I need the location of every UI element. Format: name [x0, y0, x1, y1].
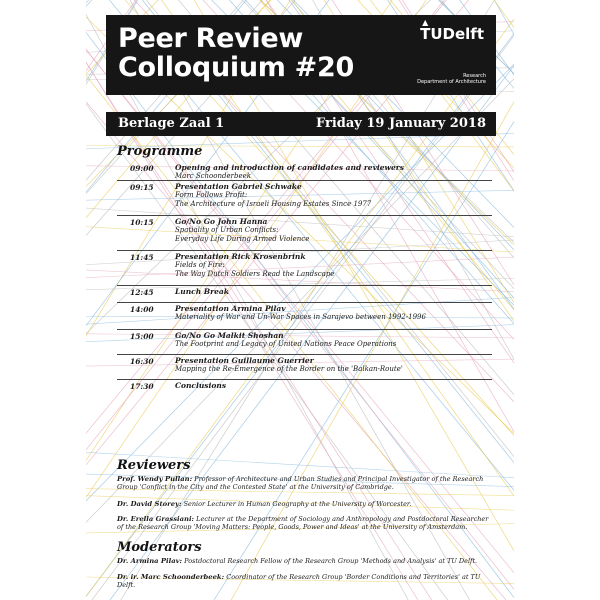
programme-title: Opening and introduction of candidates and reviewers [175, 163, 404, 172]
programme-text [175, 355, 492, 374]
programme-row [117, 329, 492, 354]
programme-time: 17:30 [130, 382, 154, 391]
venue-date-bar [106, 112, 496, 136]
programme-row [117, 354, 492, 379]
programme-subtitle: The Footprint and Legacy of United Nations Peace Operations [175, 340, 397, 349]
moderators-heading: Moderators [117, 540, 202, 555]
reviewers-heading: Reviewers [117, 458, 191, 473]
tudelft-logo: ▲ TUDelft [420, 18, 484, 43]
programme-time: 09:00 [130, 164, 154, 173]
event-date: Friday 19 January 2018 [315, 116, 486, 131]
venue: Berlage Zaal 1 [118, 116, 225, 131]
programme-title: Presentation Armina Pilav [175, 304, 286, 313]
programme-text [175, 162, 492, 181]
programme-row [117, 302, 492, 329]
programme-text [175, 330, 492, 349]
reviewer-entry: Dr. David Storey: Senior Lecturer in Human Geography at the University of Worcester. [117, 500, 412, 508]
programme-title: Presentation Gabriel Schwake [175, 182, 302, 191]
programme-row [117, 285, 492, 302]
programme-row [117, 215, 492, 250]
programme-list [117, 162, 492, 398]
department-label: Research Department of Architecture [417, 73, 486, 85]
programme-subtitle: The Way Dutch Soldiers Read the Landscape [175, 269, 335, 278]
programme-row [117, 379, 492, 398]
programme-text [175, 303, 492, 322]
title-line-1: Peer Review [118, 23, 304, 54]
title-line-2: Colloquium #20 [118, 52, 354, 83]
programme-subtitle: Fields of Fire: [175, 261, 225, 270]
programme-heading: Programme [117, 144, 203, 159]
moderator-entry: Dr. ir. Marc Schoonderbeek: Coordinator of the Research Group 'Border Conditions and Territories' at TU Delft. [117, 573, 481, 589]
programme-text [175, 181, 492, 208]
programme-time: 10:15 [130, 218, 154, 227]
poster [86, 0, 514, 600]
reviewer-entry: Prof. Wendy Pullan: Professor of Architecture and Urban Studies and Principal Investigator of the Research Group 'Conflict in the City and the Contested State' at the University of Cambridge. [117, 475, 484, 491]
programme-subtitle: The Architecture of Israeli Housing Estates Since 1977 [175, 199, 372, 208]
programme-title: Presentation Rick Krosenbrink [175, 252, 306, 261]
programme-subtitle: Spatiality of Urban Conflicts: [175, 226, 279, 235]
programme-subtitle: Mapping the Re-Emergence of the Border on the 'Balkan-Route' [175, 365, 403, 374]
programme-text [175, 286, 492, 296]
programme-title: Presentation Guillaume Guerrier [175, 356, 314, 365]
title-block [106, 15, 496, 95]
programme-time: 14:00 [130, 305, 154, 314]
programme-text [175, 216, 492, 243]
programme-title: Conclusions [175, 381, 227, 390]
reviewer-entry: Dr. Erella Grassiani: Lecturer at the Department of Sociology and Anthropology and Postdoctoral Researcher of the Research Group 'Moving Matters: People, Goods, Power and Ideas' at the University of Amsterdam. [117, 515, 489, 531]
programme-row [117, 162, 492, 180]
programme-subtitle: Everyday Life During Armed Violence [175, 234, 310, 243]
programme-time: 11:45 [130, 253, 154, 262]
programme-subtitle: Materiality of War and Un-War Spaces in Sarajevo between 1992-1996 [175, 313, 426, 322]
moderator-entry: Dr. Armina Pilav: Postdoctoral Research Fellow of the Research Group 'Methods and Analysis' at TU Delft. [117, 557, 478, 565]
programme-title: Go/No Go Malkit Shoshan [175, 331, 284, 340]
programme-title: Go/No Go John Hanna [175, 217, 268, 226]
flame-icon: ▲ [422, 18, 429, 27]
page-title [118, 24, 354, 82]
programme-text [175, 380, 492, 390]
programme-time: 12:45 [130, 288, 154, 297]
programme-subtitle: Form Follows Profit: [175, 191, 248, 200]
programme-title: Lunch Break [175, 287, 229, 296]
programme-time: 15:00 [130, 332, 154, 341]
programme-row [117, 250, 492, 285]
programme-row [117, 180, 492, 215]
programme-time: 16:30 [130, 357, 154, 366]
programme-time: 09:15 [130, 183, 154, 192]
programme-subtitle: Marc Schoonderbeek [175, 172, 251, 181]
programme-text [175, 251, 492, 278]
